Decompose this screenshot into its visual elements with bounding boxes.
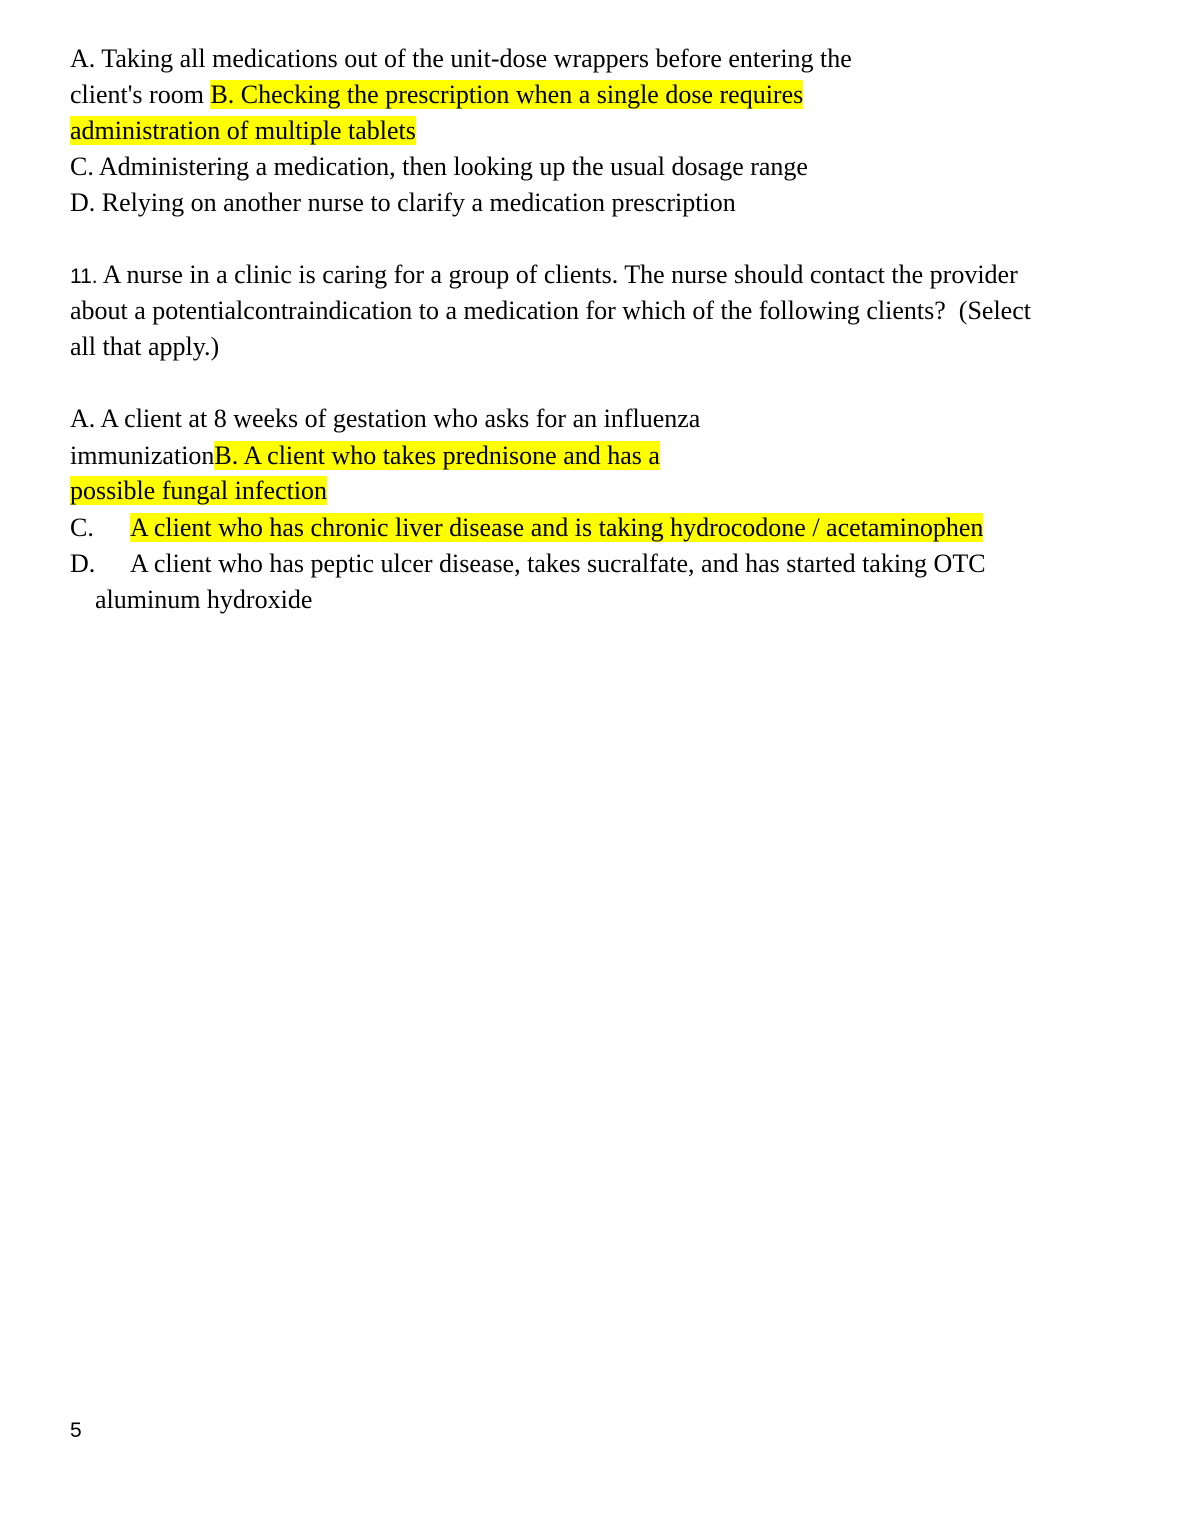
q11-number: 11. xyxy=(70,265,98,288)
q11-option-a-text1: A. A client at 8 weeks of gestation who asks for an influenza xyxy=(70,404,701,433)
q11-stem-line1 xyxy=(70,257,1018,295)
q11-option-d-text1: A client who has peptic ulcer disease, takes sucralfate, and has started taking OTC xyxy=(130,549,986,578)
q10-option-b-highlight2: administration of multiple tablets xyxy=(70,116,416,145)
q11-option-d-line2 xyxy=(95,582,312,618)
q11-stem-line3 xyxy=(70,329,219,365)
q11-option-a-text2: immunization xyxy=(70,441,215,470)
q10-line-3 xyxy=(70,113,416,149)
q10-option-c-text: C. Administering a medication, then looking up the usual dosage range xyxy=(70,152,808,181)
q11-option-d-text2: aluminum hydroxide xyxy=(95,585,313,614)
q11-option-c-letter: C. xyxy=(70,513,94,542)
q10-option-d xyxy=(70,185,736,221)
q11-stem-text2: about a potentialcontraindication to a medication for which of the following clients? (Select xyxy=(70,296,1031,325)
q11-stem-line2 xyxy=(70,293,1031,329)
q10-option-b-highlight1: B. Checking the prescription when a single dose requires xyxy=(210,80,804,109)
q10-option-a-text2: client's room xyxy=(70,80,211,109)
q10-option-c xyxy=(70,149,808,185)
q10-option-a-text1: A. Taking all medications out of the unit-dose wrappers before entering the xyxy=(70,44,852,73)
q11-line-b1 xyxy=(70,438,660,474)
q11-option-c xyxy=(70,510,983,546)
q11-stem-text1: A nurse in a clinic is caring for a group of clients. The nurse should contact the provider xyxy=(97,260,1018,289)
q11-option-d-line1 xyxy=(70,546,986,582)
q10-line-2 xyxy=(70,77,803,113)
q10-option-a-line1 xyxy=(70,41,852,77)
q11-option-d-letter: D. xyxy=(70,549,96,578)
q11-line-b2 xyxy=(70,473,327,509)
q10-option-d-text: D. Relying on another nurse to clarify a medication prescription xyxy=(70,188,736,217)
q11-stem-text3: all that apply.) xyxy=(70,332,220,361)
q11-option-a-line1 xyxy=(70,401,700,437)
page-number: 5 xyxy=(70,1419,82,1442)
q11-option-b-highlight1: B. A client who takes prednisone and has a xyxy=(214,441,660,470)
q11-option-b-highlight2: possible fungal infection xyxy=(70,476,328,505)
q11-option-c-highlight: A client who has chronic liver disease and is taking hydrocodone / acetaminophen xyxy=(130,513,984,542)
